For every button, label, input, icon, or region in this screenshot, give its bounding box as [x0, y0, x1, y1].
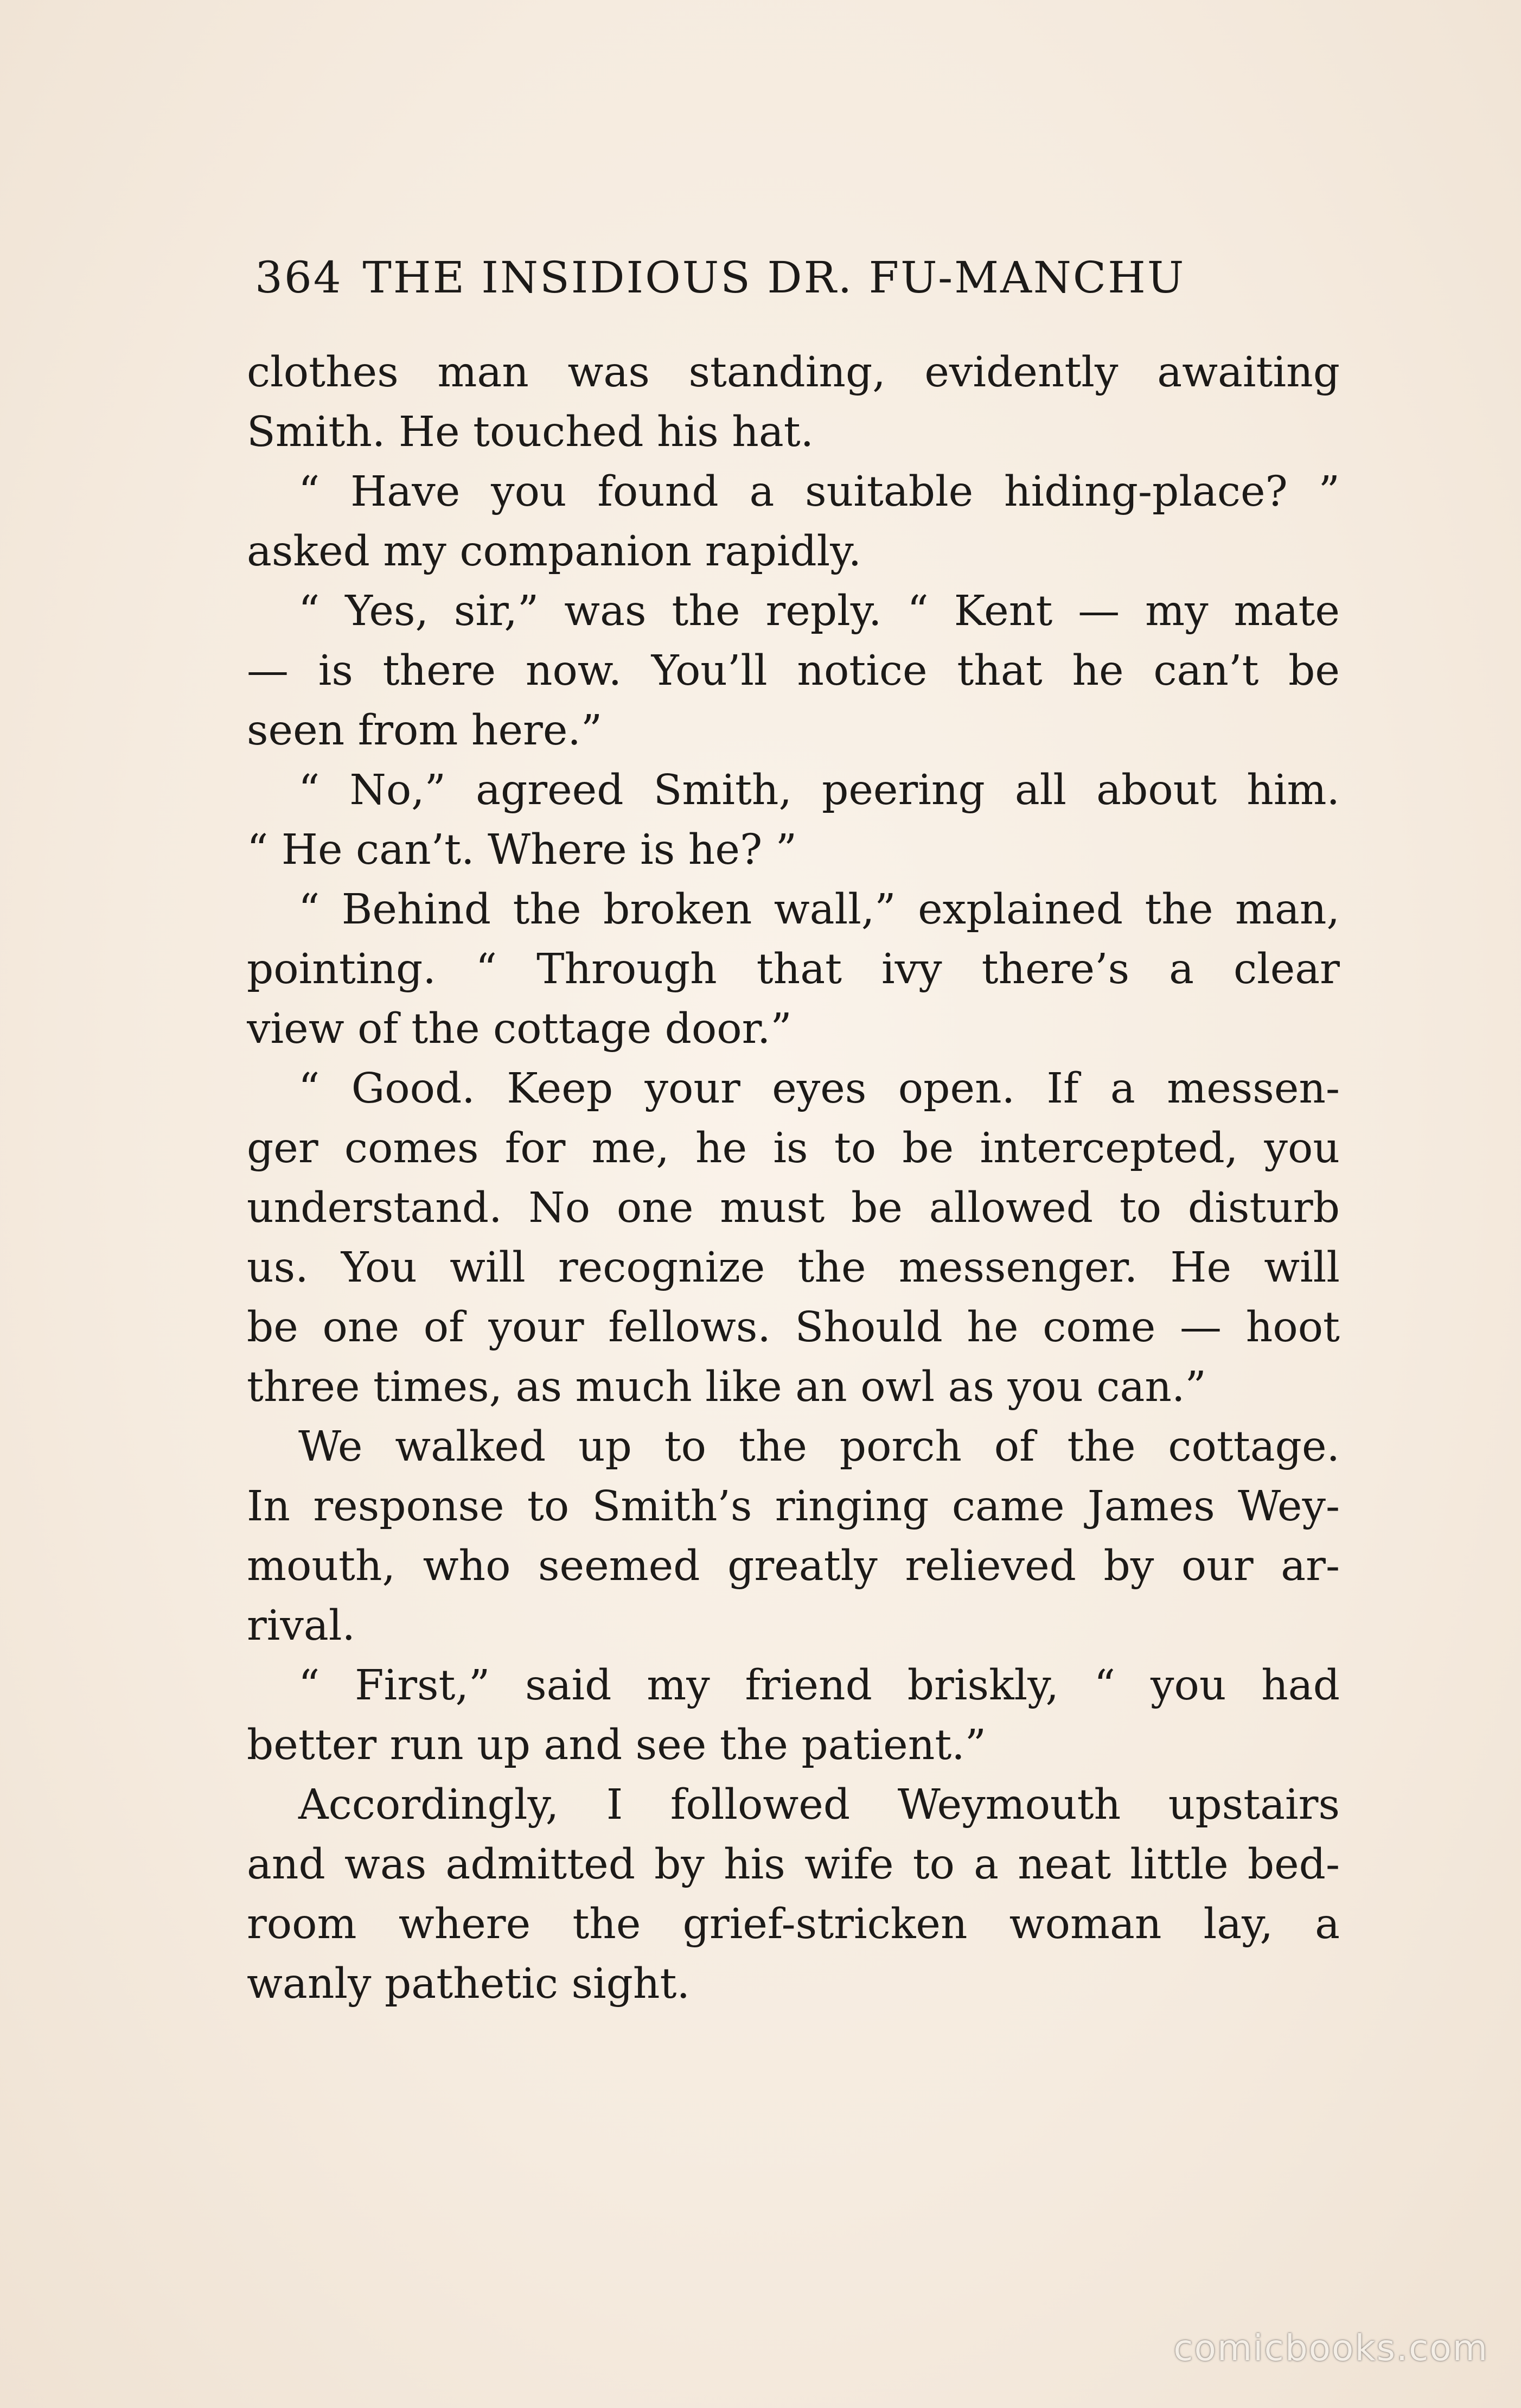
text-line: and was admitted by his wife to a neat little bed- — [247, 1840, 1340, 1889]
text-line: better run up and see the patient.” — [247, 1721, 987, 1769]
text-line: understand. No one must be allowed to disturb — [247, 1184, 1340, 1232]
text-line: Accordingly, I followed Weymouth upstairs — [298, 1781, 1340, 1829]
text-line: wanly pathetic sight. — [247, 1960, 690, 2008]
text-line: three times, as much like an owl as you can.” — [247, 1363, 1206, 1411]
text-line: seen from here.” — [247, 706, 603, 755]
book-title: THE INSIDIOUS DR. FU-MANCHU — [362, 252, 1186, 303]
text-line: “ Have you found a suitable hiding-place? ” — [298, 468, 1340, 516]
text-line: “ Yes, sir,” was the reply. “ Kent — my mate — [298, 587, 1340, 635]
text-line: mouth, who seemed greatly relieved by our ar- — [247, 1542, 1340, 1590]
text-line: “ Good. Keep your eyes open. If a messen- — [298, 1065, 1340, 1113]
text-line: view of the cottage door.” — [247, 1005, 792, 1053]
text-line: room where the grief-stricken woman lay, a — [247, 1900, 1340, 1948]
watermark: comicbooks.com — [1173, 2327, 1488, 2369]
text-line: “ No,” agreed Smith, peering all about him. — [298, 766, 1340, 814]
body-text — [247, 343, 1340, 2014]
text-line: “ Behind the broken wall,” explained the man, — [298, 886, 1340, 934]
text-line: Smith. He touched his hat. — [247, 408, 814, 456]
text-line: In response to Smith’s ringing came James Wey- — [247, 1482, 1340, 1531]
text-line: be one of your fellows. Should he come — hoot — [247, 1303, 1340, 1352]
page-number: 364 — [255, 252, 343, 303]
text-line: — is there now. You’ll notice that he can’t be — [247, 647, 1340, 695]
text-line: us. You will recognize the messenger. He will — [247, 1244, 1340, 1292]
text-line: rival. — [247, 1602, 355, 1650]
text-line: ger comes for me, he is to be intercepted, you — [247, 1124, 1340, 1173]
text-line: “ First,” said my friend briskly, “ you had — [298, 1661, 1340, 1710]
text-line: asked my companion rapidly. — [247, 527, 862, 576]
text-line: We walked up to the porch of the cottage. — [298, 1423, 1340, 1471]
text-line: “ He can’t. Where is he? ” — [247, 826, 797, 874]
text-line: clothes man was standing, evidently awaiting — [247, 348, 1340, 397]
text-line: pointing. “ Through that ivy there’s a clear — [247, 945, 1340, 993]
running-head — [255, 251, 1334, 305]
